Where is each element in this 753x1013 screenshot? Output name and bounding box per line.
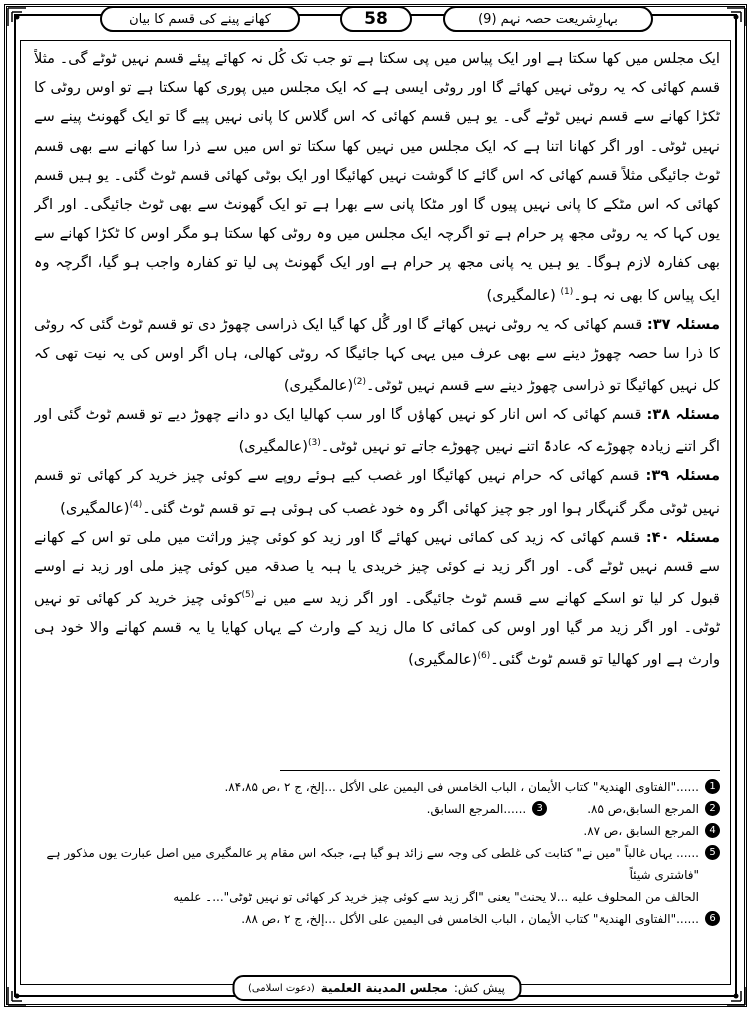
source-citation: (عالمگیری) [408, 651, 478, 669]
footnote-number: 2 [705, 801, 720, 816]
source-citation: (عالمگیری) [238, 438, 308, 456]
ornament-icon [6, 985, 28, 1007]
source-citation: (عالمگیری) [60, 499, 130, 517]
page-number: 58 [340, 6, 412, 32]
footnote-text: المرجع السابق ،ص ۸۷. [583, 824, 699, 838]
publisher-sub: (دعوت اسلامی) [247, 982, 315, 994]
source-citation: (عالمگیری) [283, 376, 354, 394]
footnote-text: ......"الفتاوی الھندیۃ" کتاب الأیمان ، الباب الخامس فی الیمین علی الأکل ...إلخ، ج ۲ ،ص ۸۸. [241, 912, 699, 926]
footnote-text: ......"الفتاوی الھندیۃ" کتاب الأیمان ، الباب الخامس فی الیمین علی الأکل ...إلخ، ج ۲ ،ص ۸۴،۸۵. [224, 780, 699, 794]
masala-label: مسئلہ ۴۰: [645, 528, 720, 546]
footnote-row [34, 798, 720, 820]
footnote-continuation: الحالف من المحلوف علیه ...لا یحنث" یعنی "اگر زید سے کوئی چیز خرید کر کھائی تو نہیں ٹوٹی"...۔ علمیه [173, 890, 699, 904]
footnote-number: 1 [705, 779, 720, 794]
ornament-icon [6, 6, 28, 28]
main-text [34, 44, 720, 762]
footnote [34, 776, 720, 798]
source-citation: (عالمگیری) [486, 286, 561, 304]
footnote-ref: (5) [241, 590, 255, 601]
masala-label: مسئلہ ۳۷: [646, 315, 720, 333]
footnote-number: 6 [705, 911, 720, 926]
footnote [587, 798, 720, 820]
masala-label: مسئلہ ۳۸: [646, 406, 720, 424]
publisher-name: مجلس المدینة العلمیة [320, 981, 448, 995]
book-title: بہارِشریعت حصہ نہم (9) [443, 6, 653, 32]
footnote-number: 3 [532, 801, 547, 816]
footnote-number: 4 [705, 823, 720, 838]
footnote-ref: (6) [477, 651, 491, 662]
footnote-ref: (3) [307, 438, 321, 449]
ornament-icon [725, 6, 747, 28]
footnote [34, 820, 720, 842]
footnote [34, 908, 720, 930]
masala-paragraph: مسئلہ ۴۰: قسم کھائی کہ زید کی کمائی نہیں کھائے گا اور زید کو کوئی چیز وراثت میں ملی تو اس کے کھانے سے قسم نہیں ٹوٹے گی۔ اور اگر زید نے کوئی چیز خریدی یا ہبہ یا صدقہ میں کوئی چیز ملی اور زید نے اوسے قبول کر لیا تو اسکے کھانے سے قسم ٹوٹ جائیگی۔ اور اگر زید سے میں نے$^{(5)}$کوئی چیز خرید کر کھائی تو نہیں ٹوٹی۔ اور اگر زید مر گیا اور اوس کی کمائی کا مال زید کے وارث کے یہاں کھایا یا یہ قسم کھانے والا خود ہی وارث ہے اور کھالیا تو قسم ٹوٹ گئی۔$^{(6)}$(عالمگیری) [34, 528, 720, 669]
footnote-ref: (1) [560, 286, 574, 297]
masala-label: مسئلہ ۳۹: [645, 467, 720, 485]
footnote-text: ...... یہاں غالباً "میں نے" کتابت کی غلطی کی وجہ سے زائد ہو گیا ہے، جبکہ اس مقام پر عالمگیری میں اصل عبارت یوں مذکور ہے "فاشتری شیئاً [46, 846, 699, 882]
ornament-icon [725, 985, 747, 1007]
footnote-divider [280, 770, 720, 771]
paragraph: ایک مجلس میں کھا سکتا ہے اور ایک پیاس میں پی سکتا ہے تو جب تک کُل نہ کھائے پیئے قسم نہیں ٹوٹے گی۔ مثلاً قسم کھائی کہ یہ روٹی نہیں کھائے گا اور روٹی ایسی ہے کہ ایک مجلس میں پوری کھا سکتا ہے تو اوس روٹی کا ٹکڑا کھانے سے قسم نہیں ٹوٹے گی۔ یو ہیں قسم کھائی کہ اس گلاس کا پانی نہیں پیے گا تو ایک گھونٹ پینے سے نہیں ٹوٹی۔ اور اگر کھانا اتنا ہے کہ ایک مجلس میں نہیں کھا سکتا تو اس میں سے ذرا سا کھانے سے بھی قسم ٹوٹ جائیگی مثلاً قسم کھائی کہ اس گائے کا گوشت نہیں کھائیگا اور ایک بوٹی کھائی قسم ٹوٹ گئی۔ یو ہیں قسم کھائی کہ اس مٹکے کا پانی نہیں پیوں گا اور مٹکا پانی سے بھرا ہے تو ایک گھونٹ سے بھی ٹوٹ جائیگی۔ اور اگر یوں کہا کہ یہ روٹی مجھ پر حرام ہے تو اگرچہ ایک مجلس میں وہ روٹی کھا سکتا ہو مگر اوس کا ٹکڑا کھانے سے بھی کفارہ لازم ہوگا۔ یو ہیں یہ پانی مجھ پر حرام ہے اور ایک گھونٹ پی لیا تو کفارہ واجب ہو گیا، اگرچہ وہ ایک پیاس کا بھی نہ ہو۔$^{(1)}$ (عالمگیری) [34, 50, 720, 304]
masala-paragraph: مسئلہ ۳۷: قسم کھائی کہ یہ روٹی نہیں کھائے گا اور گُل کھا گیا ایک ذراسی چھوڑ دی تو قسم ٹوٹ گئی کہ روٹی کا ذرا سا حصہ چھوڑ دینے سے بھی عرف میں یہی کہا جائیگا کہ روٹی کھالی، ہاں اگر اوس کی یہ نیت تھی کہ کل نہیں کھائیگا تو ذراسی چھوڑ دینے سے قسم نہیں ٹوٹی۔$^{(2)}$(عالمگیری) [34, 315, 720, 394]
publisher-prefix: پیش کش: [453, 981, 506, 995]
masala-paragraph: مسئلہ ۳۸: قسم کھائی کہ اس انار کو نہیں کھاؤں گا اور سب کھالیا ایک دو دانے چھوڑ دیے تو قسم ٹوٹ گئی اور اگر اتنے زیادہ چھوڑے کہ عادۃً اتنے نہیں چھوڑے جاتے تو نہیں ٹوٹی۔$^{(3)}$(عالمگیری) [34, 406, 720, 456]
footnote-text: المرجع السابق،ص ۸۵. [587, 802, 699, 816]
footnotes [34, 776, 720, 930]
footnote-text: ......المرجع السابق. [426, 802, 527, 816]
masala-paragraph: مسئلہ ۳۹: قسم کھائی کہ حرام نہیں کھائیگا اور غصب کیے ہوئے روپے سے کوئی چیز خرید کر کھائی تو قسم نہیں ٹوٹی مگر گنہگار ہوا اور جو چیز کھائی اگر وہ خود غصب کی ہوئی ہے تو قسم ٹوٹ گئی۔$^{(4)}$(عالمگیری) [34, 467, 720, 517]
chapter-title: کھانے پینے کی قسم کا بیان [100, 6, 300, 32]
footnote [427, 798, 548, 820]
page-header [100, 6, 653, 36]
footnote-ref: (2) [353, 377, 366, 388]
footnote [34, 842, 720, 886]
footnote-number: 5 [705, 845, 720, 860]
publisher-badge [232, 975, 521, 1001]
footnote-ref: (4) [129, 499, 143, 510]
